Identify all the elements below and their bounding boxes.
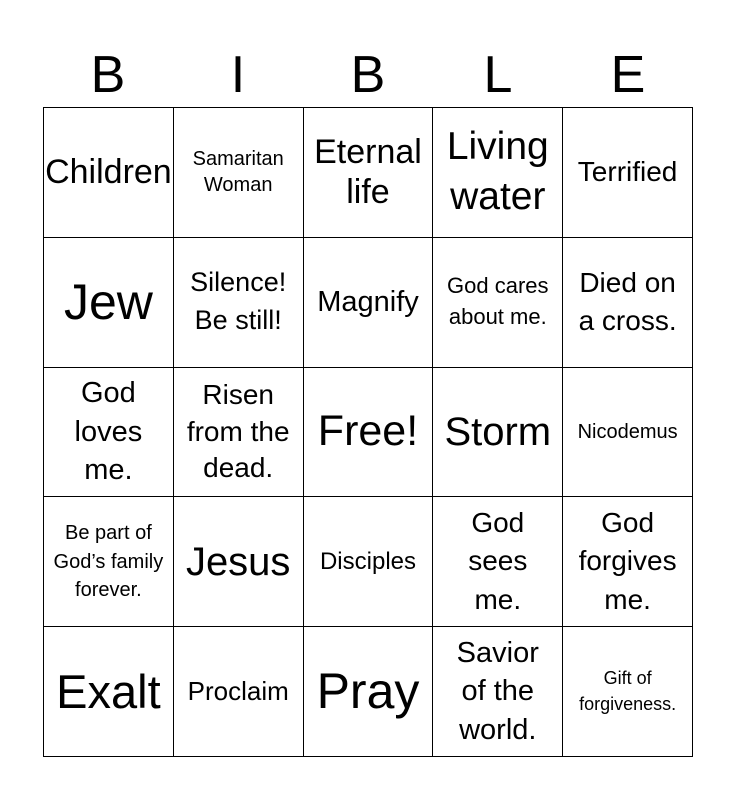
bingo-cell[interactable] xyxy=(44,368,174,498)
bingo-cell[interactable] xyxy=(433,497,563,627)
cell-label: God loves me. xyxy=(74,377,143,487)
bingo-cell[interactable] xyxy=(44,108,174,238)
cell-label: Children xyxy=(45,153,172,191)
header-letter-b2: B xyxy=(350,46,386,104)
cell-label: Magnify xyxy=(317,285,419,318)
header-letter-b: B xyxy=(90,46,126,104)
cell-label: Pray xyxy=(316,663,420,720)
cell-label: God sees me. xyxy=(468,506,528,616)
cell-label: Be part of God’s family forever. xyxy=(53,522,164,601)
header-letter-l: L xyxy=(483,46,513,104)
bingo-cell[interactable] xyxy=(44,497,174,627)
cell-label: Jew xyxy=(63,273,153,330)
bingo-cell[interactable] xyxy=(563,108,693,238)
bingo-cell[interactable] xyxy=(563,368,693,498)
cell-label: Gift of forgiveness. xyxy=(579,668,677,714)
cell-label: Living water xyxy=(446,124,549,219)
bingo-cell[interactable] xyxy=(304,108,434,238)
cell-label: Proclaim xyxy=(187,676,289,707)
bingo-cell[interactable] xyxy=(174,368,304,498)
bingo-cell[interactable] xyxy=(304,238,434,368)
cell-label: Died on a cross. xyxy=(578,266,677,337)
cell-label: Samaritan Woman xyxy=(192,148,284,197)
bingo-cell[interactable] xyxy=(174,108,304,238)
bingo-cell[interactable] xyxy=(433,368,563,498)
bingo-cell[interactable] xyxy=(304,368,434,498)
bingo-cell[interactable] xyxy=(563,497,693,627)
bingo-cell[interactable] xyxy=(563,238,693,368)
header-letter-e: E xyxy=(610,46,646,104)
header-letter-i: I xyxy=(230,46,246,104)
bingo-cell[interactable] xyxy=(304,627,434,757)
bingo-cell[interactable] xyxy=(563,627,693,757)
cell-label: Jesus xyxy=(185,539,291,584)
cell-label: Risen from the dead. xyxy=(186,379,290,484)
cell-label: Eternal life xyxy=(314,132,422,212)
bingo-cell[interactable] xyxy=(304,497,434,627)
cell-label: Exalt xyxy=(56,664,161,718)
cell-label: Free! xyxy=(317,407,419,456)
cell-label: Nicodemus xyxy=(577,420,678,443)
cell-label: Savior of the world. xyxy=(456,636,539,746)
bingo-cell[interactable] xyxy=(433,627,563,757)
bingo-cell[interactable] xyxy=(174,627,304,757)
bingo-header xyxy=(43,44,693,106)
bingo-cell[interactable] xyxy=(174,497,304,627)
bingo-board xyxy=(43,107,693,757)
bingo-cell[interactable] xyxy=(44,627,174,757)
cell-label: God cares about me. xyxy=(447,273,549,330)
cell-label: Terrified xyxy=(577,156,678,188)
cell-label: Storm xyxy=(444,409,552,454)
cell-label: Silence! Be still! xyxy=(190,267,287,336)
bingo-cell[interactable] xyxy=(174,238,304,368)
cell-label: Disciples xyxy=(319,547,416,575)
cell-label: God forgives me. xyxy=(578,506,677,616)
bingo-cell[interactable] xyxy=(433,238,563,368)
bingo-cell[interactable] xyxy=(433,108,563,238)
bingo-cell[interactable] xyxy=(44,238,174,368)
